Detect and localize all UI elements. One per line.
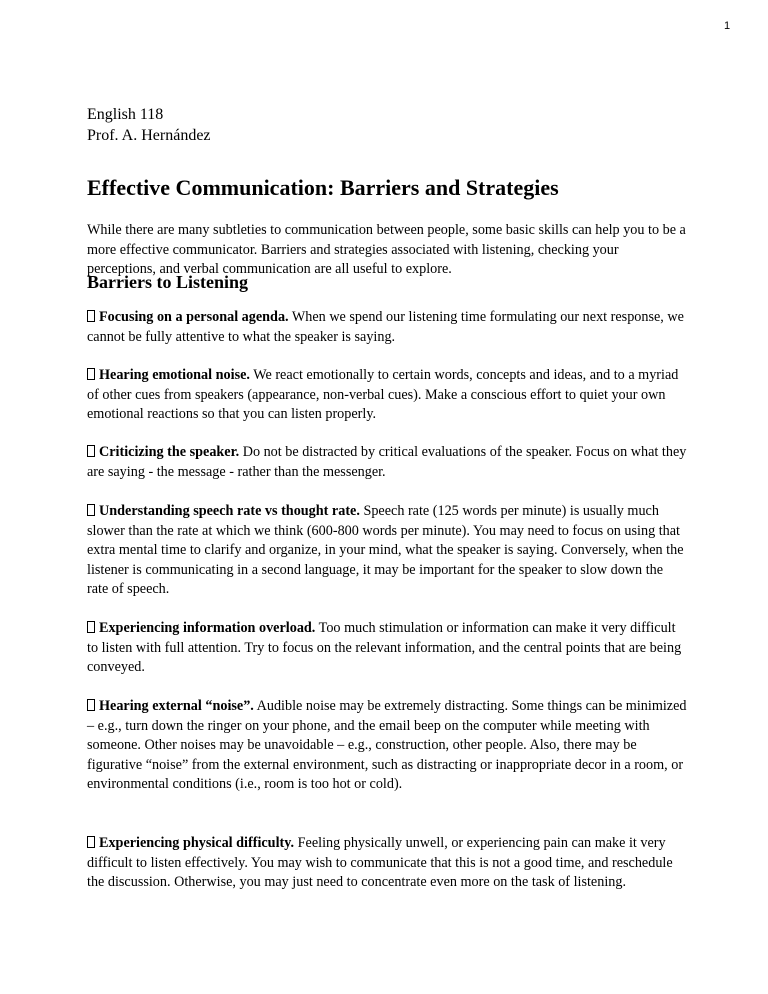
barrier-text: Speech rate (125 words per minute) is usually much slower than the rate at which we think (600-800 words per minute). You may need to focus on using that extra mental time to clarify and organize, in your mind, what the speaker is saying. Conversely, when the listener is communicating in a second language, it may be important for the speaker to slow down the rate of speech. [87,503,684,597]
barrier-lead: Understanding speech rate vs thought rate. [99,503,360,519]
barrier-lead: Hearing emotional noise. [99,367,250,383]
page-number: 1 [724,20,731,32]
intro-paragraph: While there are many subtleties to communication between people, some basic skills can help you to be a more effective communicator. Barriers and strategies associated with listening, checking your perceptions, and verbal communication are all useful to explore. [87,222,686,277]
barrier-item [87,366,687,425]
missing-glyph-box-icon [87,368,95,380]
missing-glyph-box-icon [87,445,95,457]
missing-glyph-box-icon [87,310,95,322]
barrier-text: Too much stimulation or information can make it very difficult to listen with full attention. Try to focus on the relevant information, and the central points that are being conveyed. [87,620,682,675]
missing-glyph-box-icon [87,699,95,711]
barrier-item [87,443,687,482]
document-title: Effective Communication: Barriers and Strategies [87,175,559,200]
barrier-text: Feeling physically unwell, or experiencing pain can make it very difficult to listen effectively. You may wish to communicate that this is not a good time, and reschedule the discussion. Otherwise, you may just need to concentrate even more on the task of listening. [87,835,673,890]
missing-glyph-box-icon [87,621,95,633]
course-name: English 118 [87,106,164,123]
barrier-lead: Hearing external “noise”. [99,698,254,714]
barrier-lead: Criticizing the speaker. [99,444,240,460]
barrier-text: Audible noise may be extremely distracting. Some things can be minimized – e.g., turn down the ringer on your phone, and the email beep on the computer while meeting with someone. Other noises may be unavoidable – e.g., construction, other people. Also, there may be figurative “noise” from the external environment, such as distracting or inappropriate decor in a room, or environmental conditions (i.e., room is too hot or cold). [87,698,687,792]
barrier-lead: Experiencing physical difficulty. [99,835,295,851]
barrier-text: Do not be distracted by critical evaluations of the speaker. Focus on what they are saying - the message - rather than the messenger. [87,444,687,480]
barrier-item [87,619,687,678]
course-info [87,104,211,146]
barrier-text: When we spend our listening time formulating our next response, we cannot be fully attentive to what the speaker is saying. [87,309,684,345]
barrier-lead: Focusing on a personal agenda. [99,309,289,325]
barrier-item [87,697,687,795]
barrier-item [87,308,687,347]
barrier-lead: Experiencing information overload. [99,620,316,636]
missing-glyph-box-icon [87,836,95,848]
missing-glyph-box-icon [87,504,95,516]
barrier-item [87,502,687,600]
section-heading: Barriers to Listening [87,272,248,292]
professor-name: Prof. A. Hernández [87,127,211,144]
barrier-item [87,834,687,893]
barrier-text: We react emotionally to certain words, concepts and ideas, and to a myriad of other cues from speakers (appearance, non-verbal cues). Make a conscious effort to quiet your own emotional reactions so that you can listen properly. [87,367,679,422]
